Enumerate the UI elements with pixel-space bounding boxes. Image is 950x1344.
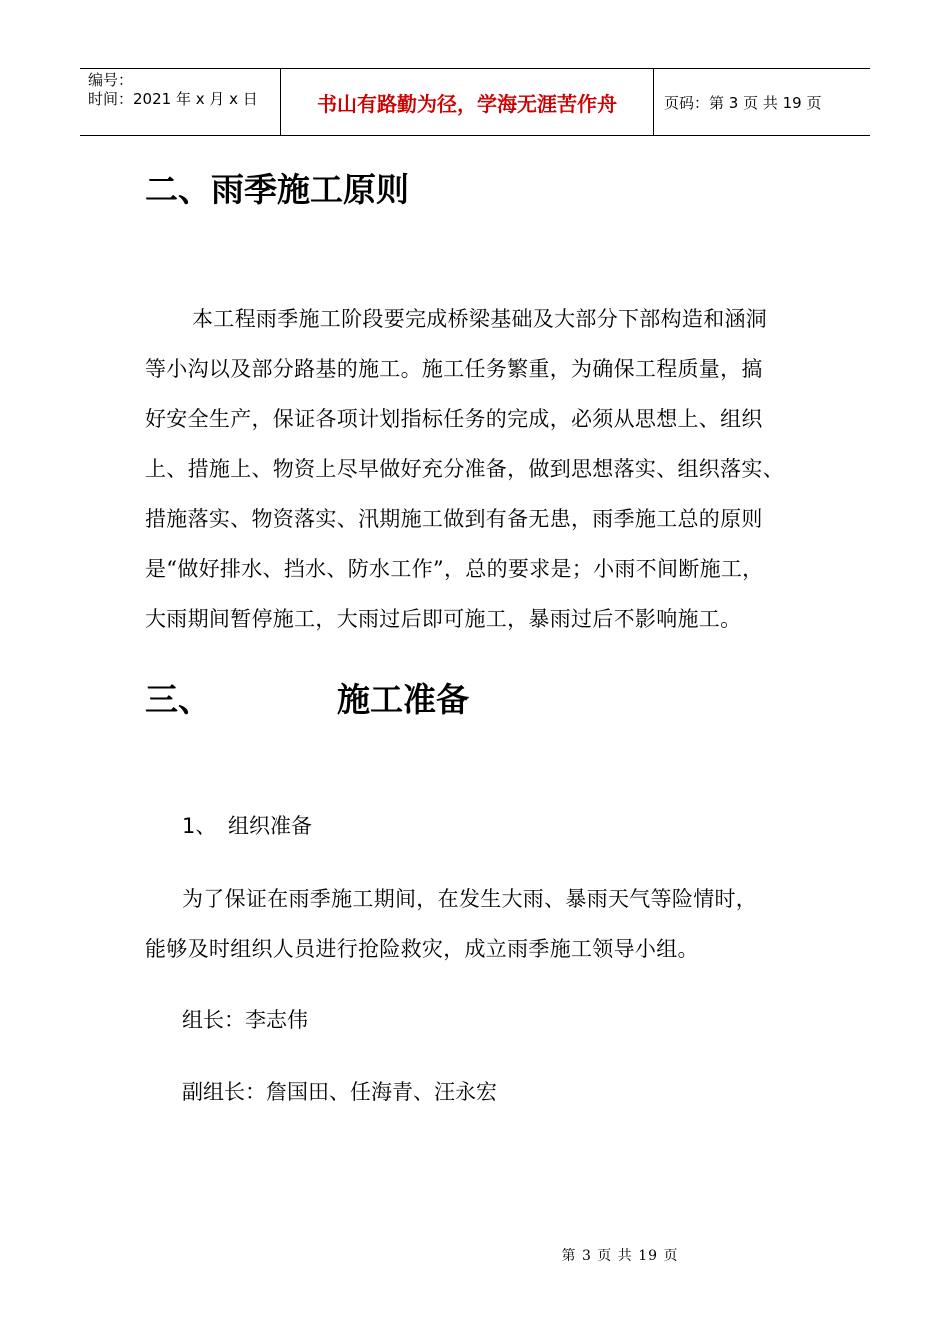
paragraph-line: 是“做好排水、挡水、防水工作”，总的要求是；小雨不间断施工， <box>145 557 764 581</box>
header-page-cell <box>654 69 870 135</box>
subsection-1-paragraph <box>145 874 835 974</box>
paragraph-line: 措施落实、物资落实、汛期施工做到有备无患，雨季施工总的原则 <box>145 507 763 531</box>
paragraph-line: 本工程雨季施工阶段要完成桥梁基础及大部分下部构造和涵洞 <box>192 307 768 331</box>
subsection-1-title: 组织准备 <box>228 814 312 838</box>
header-meta-cell <box>80 69 281 135</box>
paragraph-line: 好安全生产，保证各项计划指标任务的完成，必须从思想上、组织 <box>145 407 763 431</box>
paragraph-line: 能够及时组织人员进行抢险救灾，成立雨季施工领导小组。 <box>145 937 699 961</box>
header-motto-cell <box>281 69 654 135</box>
group-leader: 组长：李志伟 <box>182 1008 308 1032</box>
page-footer: 第 3 页 共 19 页 <box>561 1248 679 1264</box>
page-header <box>80 68 870 136</box>
paragraph-line: 等小沟以及部分路基的施工。施工任务繁重，为确保工程质量，搞 <box>145 357 763 381</box>
paragraph-line: 大雨期间暂停施工，大雨过后即可施工，暴雨过后不影响施工。 <box>145 607 742 631</box>
paragraph-line: 为了保证在雨季施工期间，在发生大雨、暴雨天气等险情时， <box>182 887 758 911</box>
section-3-title: 施工准备 <box>337 680 469 719</box>
section-2-paragraph <box>145 294 835 644</box>
doc-number-label: 编号： <box>88 71 134 89</box>
page-code: 页码：第 3 页 共 19 页 <box>664 93 822 112</box>
section-3-number: 三、 <box>145 680 211 719</box>
deputy-leaders: 副组长：詹国田、任海青、汪永宏 <box>182 1080 497 1104</box>
subsection-1-index: 1、 <box>182 814 217 838</box>
time-label: 时间：2021 年 x 月 x 日 <box>88 90 258 108</box>
section-2-heading: 二、雨季施工原则 <box>145 170 409 209</box>
subsection-1-heading <box>182 810 312 840</box>
section-3-heading <box>145 674 469 721</box>
motto-text: 书山有路勤为径，学海无涯苦作舟 <box>317 91 617 116</box>
paragraph-line: 上、措施上、物资上尽早做好充分准备，做到思想落实、组织落实、 <box>145 457 784 481</box>
